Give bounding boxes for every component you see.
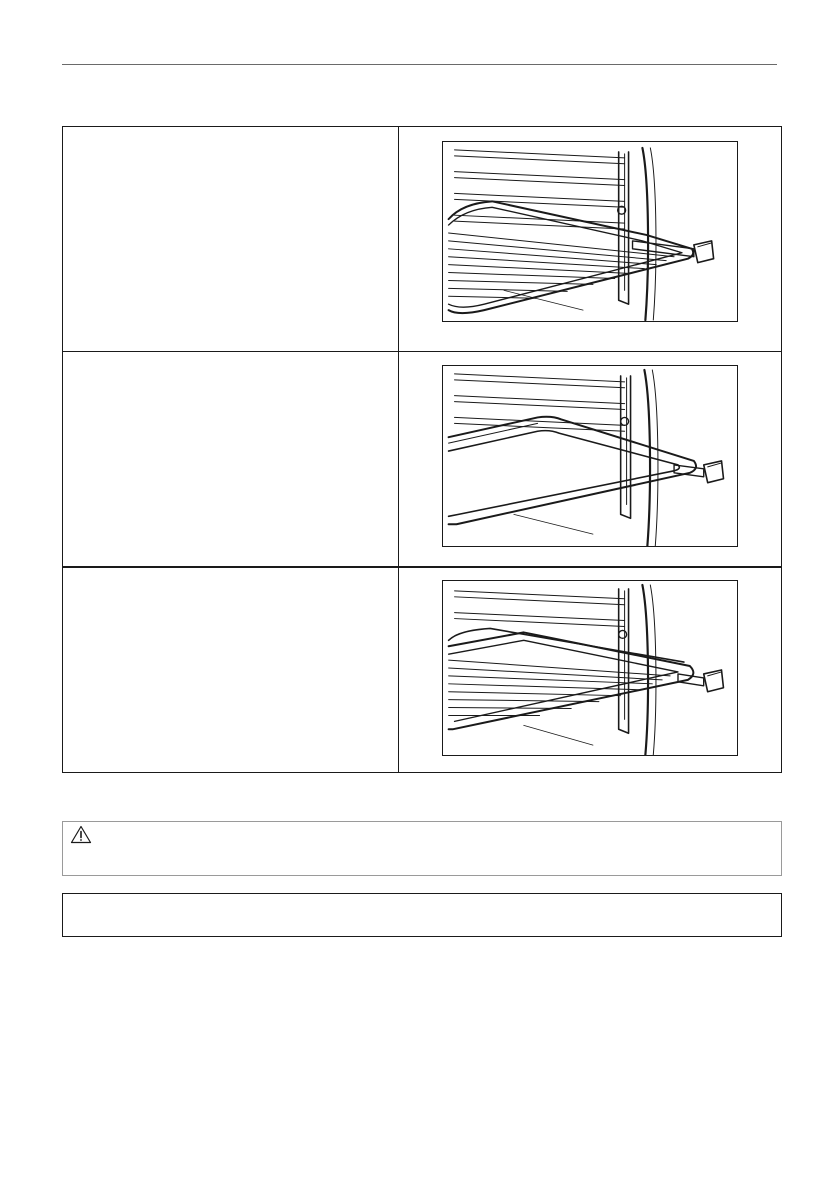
illustration-cell bbox=[399, 127, 781, 351]
oven-wire-shelf-icon bbox=[442, 141, 738, 322]
note-box bbox=[62, 893, 782, 937]
oven-wire-shelf-on-tray-icon bbox=[442, 580, 738, 756]
warning-triangle-icon bbox=[70, 825, 92, 844]
instruction-text-cell bbox=[63, 127, 399, 351]
table-row bbox=[63, 566, 781, 772]
instruction-text-cell bbox=[63, 352, 399, 566]
illustration-cell bbox=[399, 568, 781, 772]
instruction-text-cell bbox=[63, 568, 399, 772]
oven-baking-tray-icon bbox=[442, 365, 738, 547]
warning-box bbox=[62, 821, 782, 876]
table-row bbox=[63, 351, 781, 566]
accessory-insertion-table bbox=[62, 126, 782, 773]
table-row bbox=[63, 127, 781, 351]
header-rule bbox=[62, 64, 777, 65]
illustration-cell bbox=[399, 352, 781, 566]
